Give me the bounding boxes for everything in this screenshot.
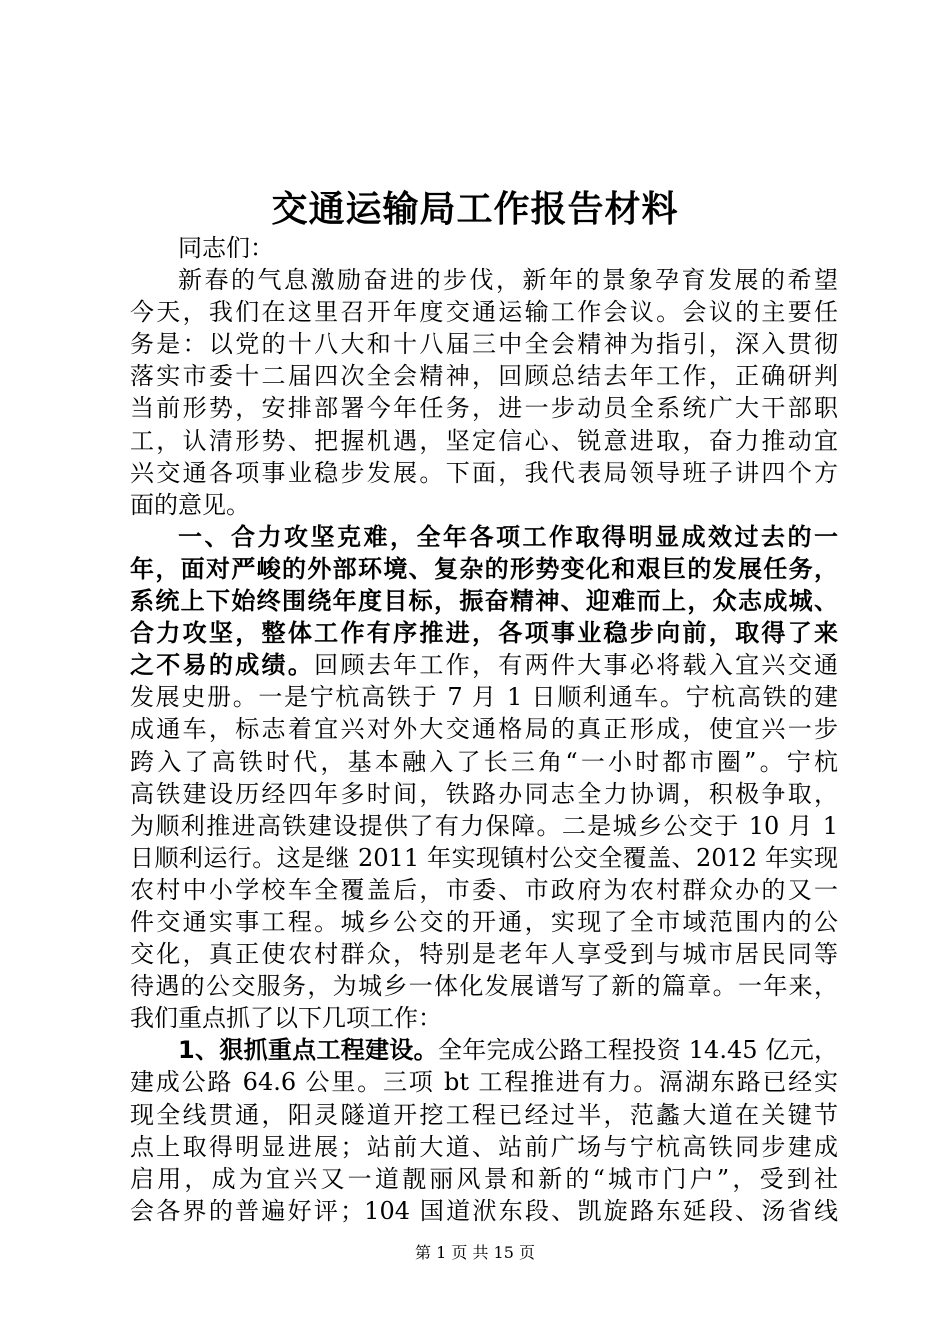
text-line (130, 328, 838, 360)
bold-heading-text: 一、合力攻坚克难，全年各项工作取得明显成效过去的一 (178, 522, 838, 551)
text-line (130, 264, 838, 296)
line-text: 回顾去年工作，有两件大事必将载入宜兴交通 (314, 651, 838, 680)
line-text: 成通车，标志着宜兴对外大交通格局的真正形成，使宜兴一步 (130, 715, 838, 744)
line-text: 日顺利运行。这是继 2011 年实现镇村公交全覆盖、2012 年实现 (130, 843, 838, 872)
text-line (130, 810, 838, 842)
bold-heading-text: 系统上下始终围绕年度目标，振奋精神、迎难而上，众志成城、 (130, 587, 838, 616)
text-line (130, 1195, 838, 1227)
line-text: 为顺利推进高铁建设提供了有力保障。二是城乡公交于 10 月 1 (130, 811, 838, 840)
line-text: 件交通实事工程。城乡公交的开通，实现了全市域范围内的公 (130, 907, 838, 936)
text-line (130, 874, 838, 906)
line-text: 现全线贯通，阳灵隧道开挖工程已经过半，范蠡大道在关键节 (130, 1100, 838, 1129)
text-line (130, 713, 838, 745)
line-text: 落实市委十二届四次全会精神，回顾总结去年工作，正确研判 (130, 362, 838, 391)
text-line (130, 425, 838, 457)
text-line (130, 585, 838, 617)
text-line (130, 489, 838, 521)
text-line (130, 617, 838, 649)
line-text: 当前形势，安排部署今年任务，进一步动员全系统广大干部职 (130, 394, 838, 423)
line-text: 面的意见。 (130, 490, 250, 519)
page-footer: 第 1 页 共 15 页 (415, 1243, 535, 1262)
line-text: 发展史册。一是宁杭高铁于 7 月 1 日顺利通车。宁杭高铁的建 (130, 683, 838, 712)
text-line (130, 457, 838, 489)
line-text: 会各界的普遍好评；104 国道洑东段、凯旋路东延段、汤省线 (130, 1196, 838, 1225)
line-text: 全年完成公路工程投资 14.45 亿元， (437, 1036, 838, 1065)
document-body (130, 232, 838, 1227)
text-line (130, 232, 838, 264)
line-text: 跨入了高铁时代，基本融入了长三角“一小时都市圈”。宁杭 (130, 747, 838, 776)
document-title: 交通运输局工作报告材料 (271, 188, 679, 230)
line-text: 农村中小学校车全覆盖后，市委、市政府为农村群众办的又一 (130, 875, 838, 904)
line-text: 点上取得明显进展；站前大道、站前广场与宁杭高铁同步建成 (130, 1132, 838, 1161)
text-line (130, 553, 838, 585)
text-line (130, 842, 838, 874)
bold-heading-text: 年，面对严峻的外部环境、复杂的形势变化和艰巨的发展任务， (130, 554, 838, 583)
text-line (130, 392, 838, 424)
line-text: 我们重点抓了以下几项工作： (130, 1004, 442, 1033)
text-line (130, 1034, 838, 1066)
line-text: 务是：以党的十八大和十八届三中全会精神为指引，深入贯彻 (130, 330, 838, 359)
text-line (130, 938, 838, 970)
bold-heading-text: 合力攻坚，整体工作有序推进，各项事业稳步向前，取得了来 (130, 619, 838, 648)
line-text: 新春的气息激励奋进的步伐，新年的景象孕育发展的希望 (178, 266, 838, 295)
line-text: 高铁建设历经四年多时间，铁路办同志全力协调，积极争取， (130, 779, 838, 808)
line-text: 启用，成为宜兴又一道靓丽风景和新的“城市门户”，受到社 (130, 1164, 838, 1193)
text-line (130, 1002, 838, 1034)
text-line (130, 1163, 838, 1195)
text-line (130, 649, 838, 681)
text-line (130, 778, 838, 810)
text-line (130, 1066, 838, 1098)
text-line (130, 906, 838, 938)
line-text: 今天，我们在这里召开年度交通运输工作会议。会议的主要任 (130, 298, 838, 327)
text-line (130, 521, 838, 553)
line-text: 同志们： (178, 234, 274, 262)
bold-heading-text: 之不易的成绩。 (130, 651, 315, 680)
text-line (130, 681, 838, 713)
text-line (130, 1099, 838, 1131)
line-text: 待遇的公交服务，为城乡一体化发展谱写了新的篇章。一年来， (130, 972, 838, 1001)
bold-heading-text: 1、狠抓重点工程建设。 (178, 1036, 438, 1065)
text-line (130, 1131, 838, 1163)
text-line (130, 970, 838, 1002)
line-text: 建成公路 64.6 公里。三项 bt 工程推进有力。滆湖东路已经实 (130, 1068, 838, 1097)
line-text: 兴交通各项事业稳步发展。下面，我代表局领导班子讲四个方 (130, 458, 838, 487)
text-line (130, 296, 838, 328)
text-line (130, 746, 838, 778)
line-text: 交化，真正使农村群众，特别是老年人享受到与城市居民同等 (130, 940, 838, 969)
line-text: 工，认清形势、把握机遇，坚定信心、锐意进取，奋力推动宜 (130, 426, 838, 455)
text-line (130, 360, 838, 392)
